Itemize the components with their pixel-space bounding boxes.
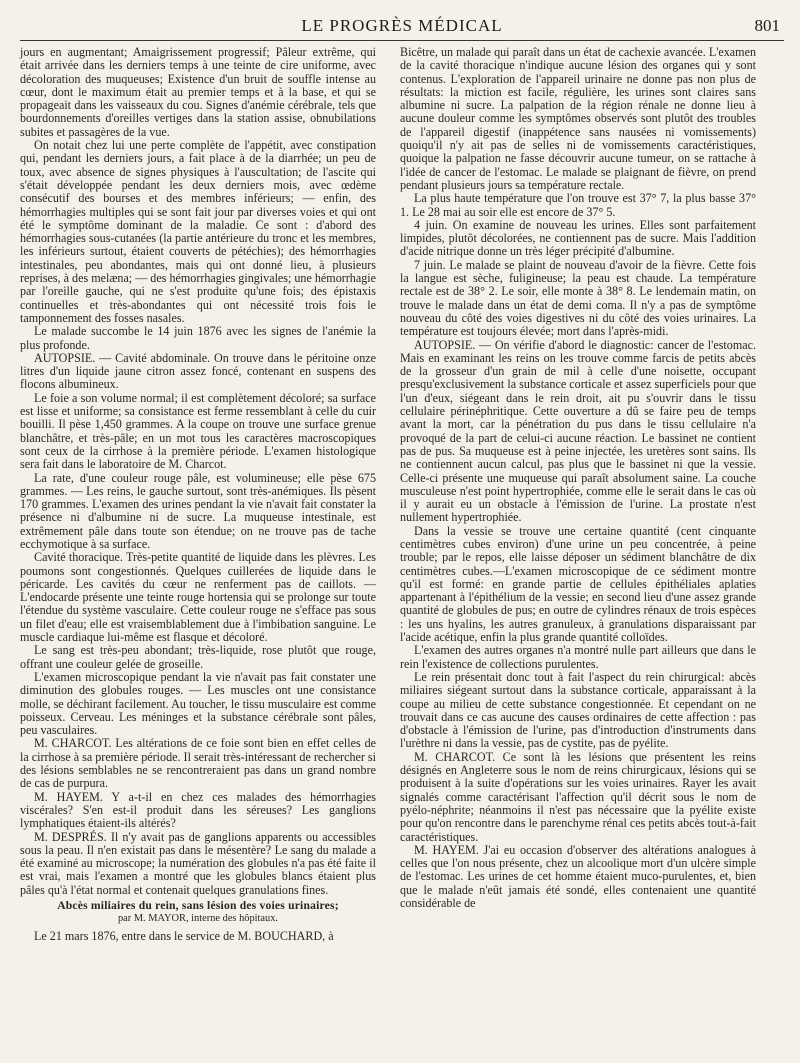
paragraph: AUTOPSIE. — Cavité abdominale. On trouve dans le péritoine onze litres d'un liquide jaune citron assez foncé, contenant en suspens des flocons albumineux. xyxy=(20,350,376,392)
paragraph: 7 juin. Le malade se plaint de nouveau d'avoir de la fièvre. Cette fois la langue est sèche, fuligineuse; la peau est chaude. La température rectale est de 38° 2. Le soir, elle monte à 38° 8. Le lendemain matin, on trouve le malade dans un état de demi coma. Il n'y a pas de symptôme nouveau du côté des voies digestives ni du côté des voies urinaires. La température est toujours élevée; mort dans l'après-midi. xyxy=(400,257,756,339)
page-number: 801 xyxy=(754,16,780,35)
paragraph: On notait chez lui une perte complète de l'appétit, avec constipation qui, pendant les derniers jours, a fait place à de la diarrhée; un peu de toux, avec absence de signes physiques à l'auscultation; de l'ascite qui s'était développée pendant les deux derniers mois, avec œdème consécutif des bourses et des membres inférieurs; — enfin, des hémorrhagies multiples qui se sont fait jour par diverses voies et qui ont été le symptôme dominant de la maladie. Ce sont : d'abord des hémorrhagies sous-cutanées (la partie antérieure du tronc et les membres, les inférieurs surtout, étaient couverts de pétéchies); des hémorrhagies intestinales, peu abondantes, mais qui ont donné lieu, à plusieurs reprises, à des melæna; — des hémorrhagies gingivales; une hémorrhagie par l'oreille gauche, qui ne s'est produite qu'une fois; des épistaxis continuelles et très-abondantes qui ont nécessité trois fois le tamponnement des fosses nasales. xyxy=(20,138,376,325)
left-column xyxy=(20,46,376,943)
paragraph: M. HAYEM. Y a-t-il en chez ces malades des hémorrhagies viscérales? S'en est-il produit dans les séreuses? Les ganglions lymphatiques étaient-ils altérés? xyxy=(20,789,376,831)
paragraph: M. CHARCOT. Les altérations de ce foie sont bien en effet celles de la cirrhose à sa première période. Il serait très-intéressant de rechercher si des lésions semblables ne se rencontreraient pas dans un grand nombre de cas de purpura. xyxy=(20,736,376,791)
paragraph: M. DESPRÉS. Il n'y avait pas de ganglions apparents ou accessibles sous la peau. Il n'en existait pas dans le mésentère? Le sang du malade a été examiné au microscope; la numération des globules n'a pas été faite il est vrai, mais l'examen a montré que les globules blancs étaient plus pâles qu'à l'état normal et contenait quelques granulations fines. xyxy=(20,829,376,897)
paragraph: La rate, d'une couleur rouge pâle, est volumineuse; elle pèse 675 grammes. — Les reins, le gauche surtout, sont très-anémiques. Ils pèsent 170 grammes. L'examen des urines pendant la vie n'avait fait constater la présence ni d'albumine ni de sucre. La muqueuse intestinale, est extrêmement pâle dans toute son étendue; on ne trouve pas de tache ecchymotique à sa surface. xyxy=(20,470,376,551)
paragraph: L'examen microscopique pendant la vie n'avait pas fait constater une diminution des globules rouges. — Les muscles ont une consistance molle, se déchirant facilement. Au toucher, le tissu musculaire est comme poisseux. Cerveau. Les méninges et la substance cérébrale sont pâles, peu vasculaires. xyxy=(20,669,376,738)
paragraph: L'examen des autres organes n'a montré nulle part ailleurs que dans le rein l'existence de collections purulentes. xyxy=(400,643,756,671)
paragraph: 4 juin. On examine de nouveau les urines. Elles sont parfaitement limpides, plutôt décolorées, ne contiennent pas de sucre. Mais l'addition d'acide nitrique donne un très léger précipité d'albumine. xyxy=(400,217,756,259)
paragraph: M. CHARCOT. Ce sont là les lésions que présentent les reins désignés en Angleterre sous le nom de reins chirurgicaux, lésions qui se produisent à la suite d'opérations sur les voies urinaires. Rayer les avait signalés comme caractérisant l'affection qu'il décrit sous le nom de pyélo-néphrite; néanmoins il n'est pas nécessaire que la pyélite existe pour qu'on rencontre dans le parenchyme rénal ces petits abcès tout-à-fait caractéristiques. xyxy=(400,749,756,844)
paragraph: jours en augmentant; Amaigrissement progressif; Pâleur extrême, qui était arrivée dans les derniers temps à une teinte de cire uniforme, avec décoloration des muqueuses; Existence d'un bruit de souffle intense au cœur, dont le maximum était au premier temps et à la base, et qui se propageait dans les vaisseaux du cou. Signes d'anémie cérébrale, tels que bourdonnements d'oreilles vertiges dans la station assise, obnubilations subites et passagères de la vue. xyxy=(20,45,376,139)
section-heading: Abcès miliaires du rein, sans lésion des voies urinaires; xyxy=(57,899,339,912)
right-column xyxy=(400,46,756,910)
page-header xyxy=(20,14,784,41)
paragraph: Le rein présentait donc tout à fait l'aspect du rein chirurgical: abcès miliaires siégeant surtout dans la substance corticale, apparaissant à la coupe au milieu de cette substance congestionnée. Et cependant on ne trouvait dans ce cas aucune des causes ordinaires de cette affection : pas d'obstacle à l'émission de l'urine, pas d'introduction d'instruments dans l'urèthre ni dans la vessie, pas de cystite, pas de pyélite. xyxy=(400,669,756,751)
paragraph: Bicêtre, un malade qui paraît dans un état de cachexie avancée. L'examen de la cavité thoracique n'indique aucune lésion des organes qui y sont contenus. L'exploration de l'appareil urinaire ne donne pas non plus de résultats: la miction est facile, régulière, les urines sont claires sans albumine ni sucre. La palpation de la région rénale ne donne lieu à aucune douleur comme les symptômes observés sont plutôt des troubles de l'appareil digestif (inappétence sans nausées ni vomissements) quoiqu'il n'y ait pas de selles ni de vomissements caractéristiques, quoique la palpation ne fasse découvrir aucune tumeur, on se rattache à l'idée de cancer de l'estomac. Le malade se plaignant de fièvre, on prend pendant plusieurs jours sa température rectale. xyxy=(400,45,756,192)
paragraph: Le 21 mars 1876, entre dans le service de M. BOUCHARD, à xyxy=(34,928,334,943)
paragraph: Le sang est très-peu abondant; très-liquide, rose plutôt que rouge, offrant une couleur gelée de groseille. xyxy=(20,643,376,671)
paragraph: Dans la vessie se trouve une certaine quantité (cent cinquante centimètres cubes environ) d'une urine un peu concentrée, à peine trouble; par le repos, elle laisse déposer un sédiment blanchâtre de dix centimètres cubes.—L'examen microscopique de ce sédiment montre qu'il est formé: en grande partie de cellules épithéliales aplaties appartenant à l'épithélium de la vessie; en second lieu d'une assez grande quantité de globules de pus; en outre de cylindres rénaux de trois espèces : les uns hyalins, les autres granuleux, à granulations disparaissant par l'acide acétique, enfin la plus grande quantité colloïdes. xyxy=(400,523,756,645)
section-byline: par M. MAYOR, interne des hôpitaux. xyxy=(117,913,279,925)
paragraph: Le malade succombe le 14 juin 1876 avec les signes de l'anémie la plus profonde. xyxy=(20,324,376,352)
paragraph: Le foie a son volume normal; il est complètement décoloré; sa surface est lisse et uniforme; sa consistance est ferme ressemblant à celle du cuir bouilli. Il pèse 1,450 grammes. A la coupe on trouve une surface grenue blanchâtre, et très-pâle; en un mot tous les caractères macroscopiques sont ceux de la cirrhose à la première période. L'examen histologique sera fait dans le laboratoire de M. Charcot. xyxy=(20,390,376,472)
journal-title: LE PROGRÈS MÉDICAL xyxy=(301,16,503,35)
paragraph: AUTOPSIE. — On vérifie d'abord le diagnostic: cancer de l'estomac. Mais en examinant les reins on les trouve comme farcis de petits abcès de la grosseur d'un grain de mil à celle d'une noisette, occupant presqu'exclusivement la substance corticale et assez superficiels pour que l'un d'eux, siégeant dans le rein droit, ait pu s'ouvrir dans le tissu cellulaire périnéphritique. Cette ouverture a dû se faire peu de temps avant la mort, car la pénétration du pus dans le tissu cellulaire n'a provoqué de la part de celui-ci aucune réaction. Le bassinet ne contient pas de pus. Sa muqueuse est à peine injectée, les uretères sont sains. Ils ne contiennent aucun calcul, pas plus que le bassinet ni que la vessie. Celle-ci présente une muqueuse qui paraît absolument saine. La couche musculeuse n'est point hypertrophiée, comme elle le serait dans le cas où il y aurait eu un obstacle à l'émission de l'urine. La prostate n'est nullement hypertrophiée. xyxy=(400,337,756,525)
paragraph: Cavité thoracique. Très-petite quantité de liquide dans les plèvres. Les poumons sont congestionnés. Quelques cuillerées de liquide dans le péricarde. Les cavités du cœur ne renferment pas de caillots. — L'endocarde présente une teinte rouge hortensia qui se prolonge sur toute l'étendue du système vasculaire. Cette couleur rouge ne s'efface pas sous un filet d'eau; elle est vraisemblablement due à l'imbibation sanguine. Le muscle cardiaque lui-même est flasque et décoloré. xyxy=(20,550,376,645)
paragraph: La plus haute température que l'on trouve est 37° 7, la plus basse 37° 1. Le 28 mai au soir elle est encore de 37° 5. xyxy=(400,191,756,219)
paragraph: M. HAYEM. J'ai eu occasion d'observer des altérations analogues à celles que l'on nous présente, chez un alcoolique mort d'un ulcère simple de l'estomac. Les urines de cet homme étaient muco-purulentes, et, bien que le malade n'eût jamais été sondé, elles contenaient une quantité considérable de xyxy=(400,842,756,910)
